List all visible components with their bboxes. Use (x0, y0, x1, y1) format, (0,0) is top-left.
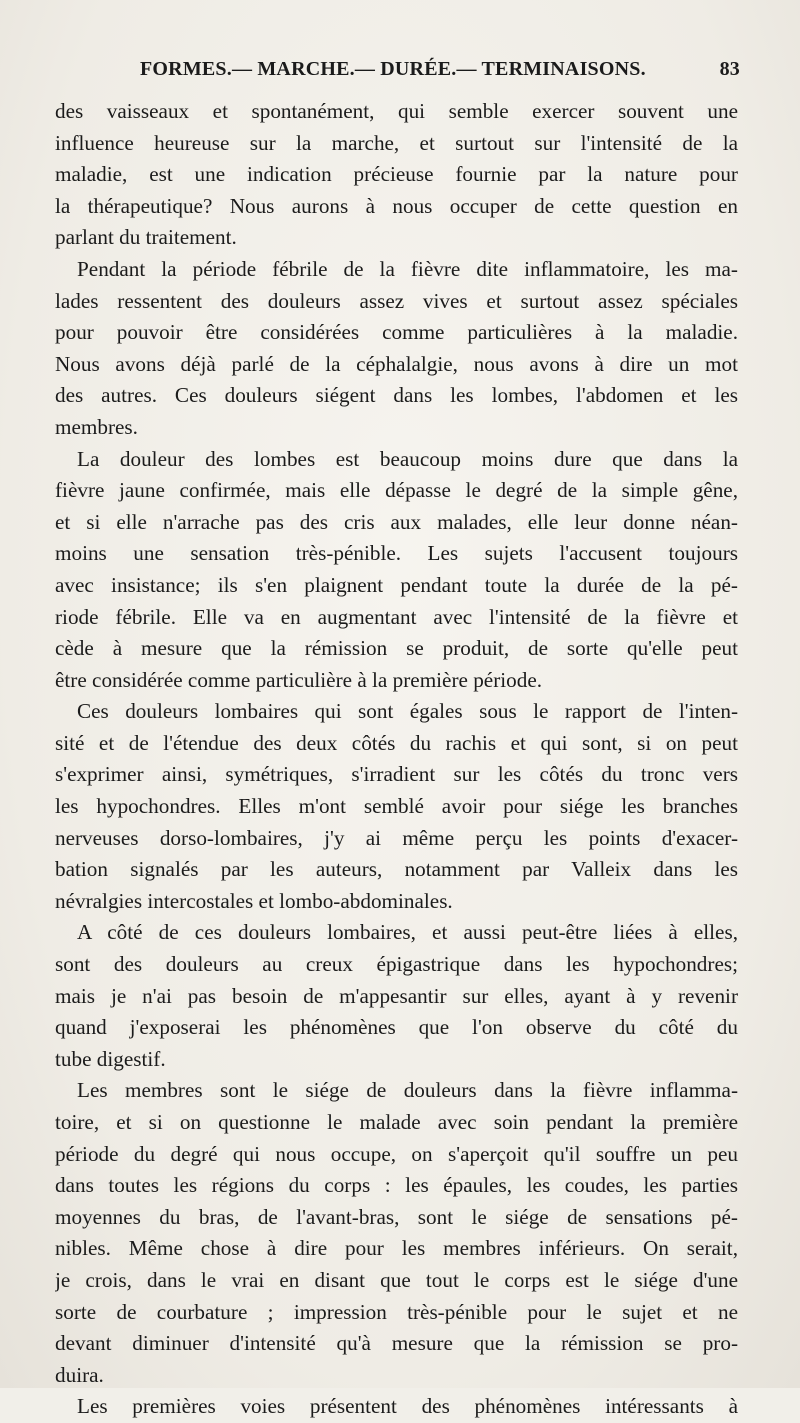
text-line: cède à mesure que la rémission se produit, de sorte qu'elle peut (55, 636, 738, 661)
text-line: bation signalés par les auteurs, notamment par Valleix dans les (55, 857, 738, 882)
page-number: 83 (719, 58, 740, 80)
text-line: Ces douleurs lombaires qui sont égales sous le rapport de l'inten- (77, 699, 738, 724)
text-line: période du degré qui nous occupe, on s'aperçoit qu'il souffre un peu (55, 1141, 738, 1166)
text-line: névralgies intercostales et lombo-abdominales. (55, 888, 453, 913)
text-line: des vaisseaux et spontanément, qui semble exercer souvent une (55, 99, 738, 123)
body-text (55, 96, 738, 1423)
text-line: sont des douleurs au creux épigastrique dans les hypochondres; (55, 952, 738, 977)
text-line: Nous avons déjà parlé de la céphalalgie, nous avons à dire un mot (55, 351, 738, 376)
text-line: sorte de courbature ; impression très-pénible pour le sujet et ne (55, 1299, 738, 1324)
text-line: et si elle n'arrache pas des cris aux malades, elle leur donne néan- (55, 509, 738, 534)
text-line: Pendant la période fébrile de la fièvre dite inflammatoire, les ma- (77, 256, 738, 281)
page-header (140, 58, 740, 84)
text-line: fièvre jaune confirmée, mais elle dépasse le degré de la simple gêne, (55, 478, 738, 503)
text-line: nerveuses dorso-lombaires, j'y ai même perçu les points d'exacer- (55, 825, 738, 850)
text-line: des autres. Ces douleurs siégent dans les lombes, l'abdomen et les (55, 383, 738, 408)
text-line: Les membres sont le siége de douleurs dans la fièvre inflamma- (77, 1078, 738, 1103)
text-line: les hypochondres. Elles m'ont semblé avoir pour siége les branches (55, 794, 738, 819)
text-line: dans toutes les régions du corps : les épaules, les coudes, les parties (55, 1173, 738, 1198)
text-line: être considérée comme particulière à la première période. (55, 667, 543, 692)
text-line: quand j'exposerai les phénomènes que l'on observe du côté du (55, 1015, 738, 1040)
text-line: La douleur des lombes est beaucoup moins dure que dans la (77, 446, 738, 471)
text-line: lades ressentent des douleurs assez vives et surtout assez spéciales (55, 288, 738, 313)
text-line: devant diminuer d'intensité qu'à mesure que la rémission se pro- (55, 1331, 738, 1356)
text-line: avec insistance; ils s'en plaignent pendant toute la durée de la pé- (55, 572, 738, 597)
text-line: je crois, dans le vrai en disant que tout le corps est le siége d'une (55, 1267, 738, 1292)
text-line: duira. (55, 1362, 104, 1387)
text-line: parlant du traitement. (55, 225, 237, 250)
text-line: toire, et si on questionne le malade avec soin pendant la première (55, 1110, 738, 1134)
text-line: influence heureuse sur la marche, et surtout sur l'intensité de la (55, 130, 738, 155)
text-line: moyennes du bras, de l'avant-bras, sont le siége de sensations pé- (55, 1204, 738, 1229)
text-line: mais je n'ai pas besoin de m'appesantir sur elles, ayant à y revenir (55, 983, 738, 1008)
text-line: sité et de l'étendue des deux côtés du rachis et qui sont, si on peut (55, 730, 738, 755)
text-line: moins une sensation très-pénible. Les sujets l'accusent toujours (55, 541, 738, 566)
text-line: membres. (55, 414, 138, 439)
text-line: riode fébrile. Elle va en augmentant avec l'intensité de la fièvre et (55, 604, 738, 629)
text-line: Les premières voies présentent des phénomènes intéressants à (77, 1394, 738, 1419)
text-line: s'exprimer ainsi, symétriques, s'irradient sur les côtés du tronc vers (55, 762, 738, 787)
text-line: tube digestif. (55, 1046, 166, 1071)
text-line: la thérapeutique? Nous aurons à nous occuper de cette question en (55, 193, 738, 218)
text-line: maladie, est une indication précieuse fournie par la nature pour (55, 162, 738, 187)
text-line: A côté de ces douleurs lombaires, et aussi peut-être liées à elles, (77, 920, 738, 945)
running-head: FORMES.— MARCHE.— DURÉE.— TERMINAISONS. (140, 58, 646, 80)
text-line: pour pouvoir être considérées comme particulières à la maladie. (55, 320, 738, 345)
text-line: nibles. Même chose à dire pour les membres inférieurs. On serait, (55, 1236, 738, 1261)
